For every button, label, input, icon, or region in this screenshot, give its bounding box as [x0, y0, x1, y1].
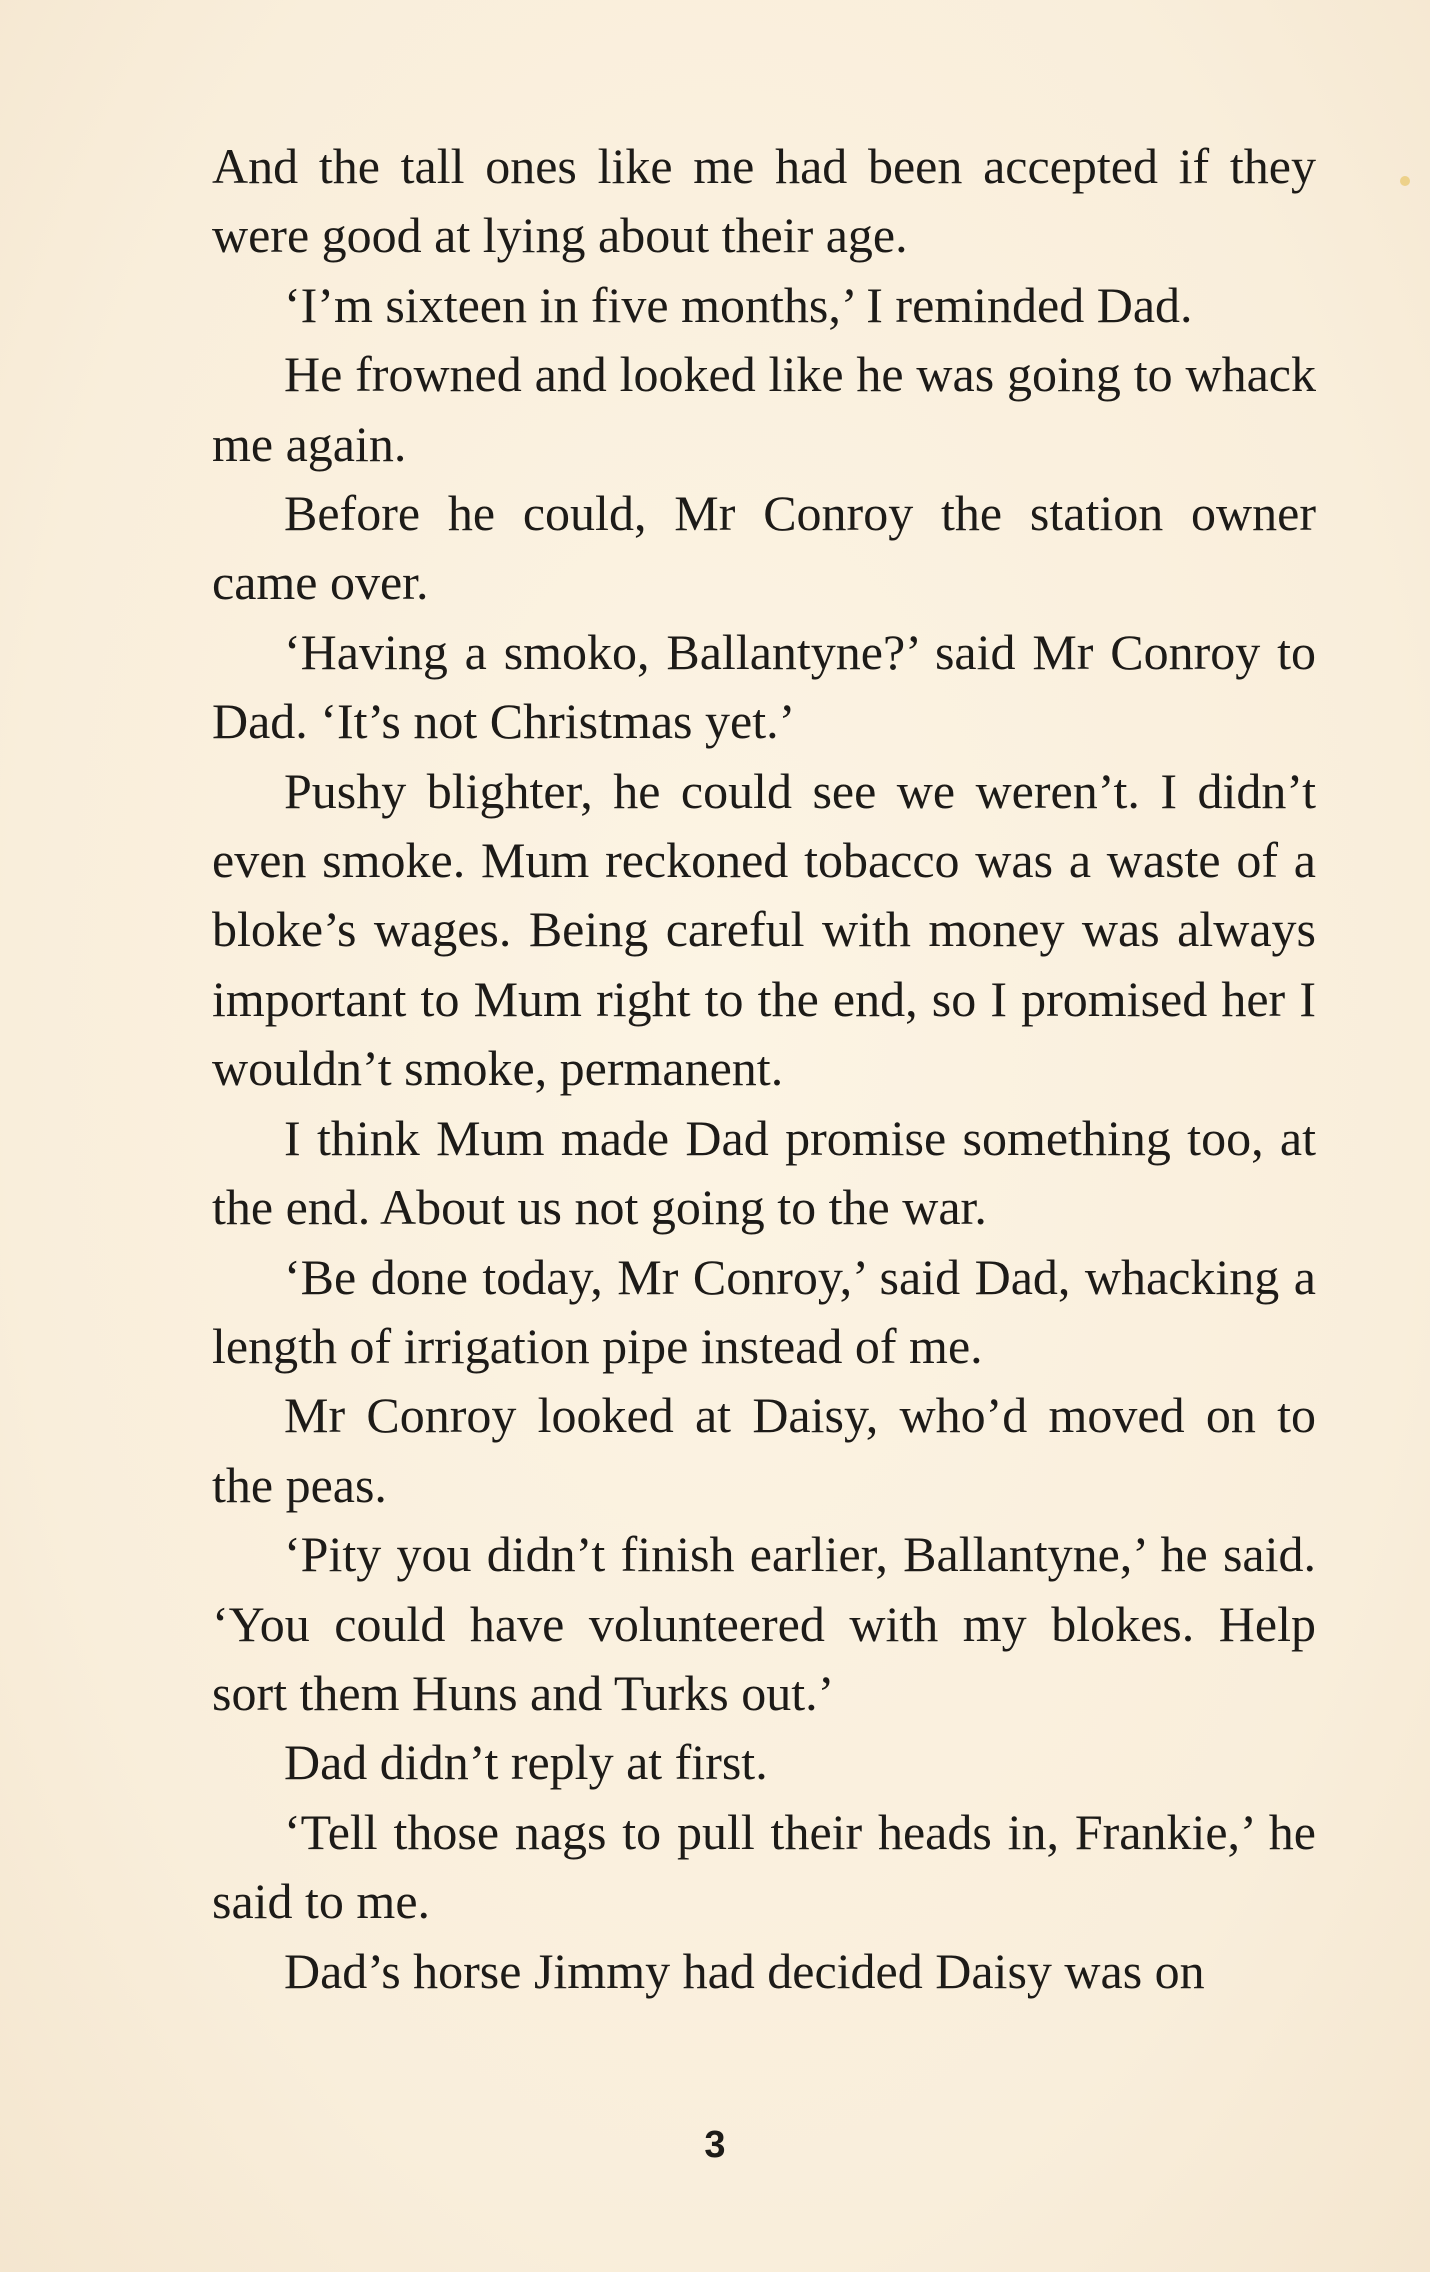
paragraph: Mr Conroy looked at Daisy, who’d moved on to the peas.	[212, 1387, 1316, 1513]
body-text	[212, 132, 1316, 2006]
paragraph: He frowned and looked like he was going to whack me again.	[212, 346, 1316, 472]
paragraph: ‘I’m sixteen in five months,’ I reminded Dad.	[284, 276, 1193, 333]
paragraph: Dad’s horse Jimmy had decided Daisy was on	[284, 1942, 1205, 1999]
paragraph: Before he could, Mr Conroy the station owner came over.	[212, 485, 1316, 611]
page-speck	[1400, 176, 1410, 186]
page-number: 3	[704, 2124, 726, 2166]
paragraph: Dad didn’t reply at first.	[284, 1734, 768, 1791]
paragraph: ‘Be done today, Mr Conroy,’ said Dad, whacking a length of irrigation pipe instead of me.	[212, 1248, 1316, 1374]
paragraph: And the tall ones like me had been accepted if they were good at lying about their age.	[212, 138, 1316, 264]
paragraph: I think Mum made Dad promise something too, at the end. About us not going to the war.	[212, 1109, 1316, 1236]
paragraph: ‘Having a smoko, Ballantyne?’ said Mr Conroy to Dad. ‘It’s not Christmas yet.’	[212, 623, 1316, 750]
paragraph: Pushy blighter, he could see we weren’t. I didn’t even smoke. Mum reckoned tobacco was a waste of a bloke’s wages. Being careful with money was always important to Mum right to the end, so I promised her I wouldn’t smoke, permanent.	[212, 762, 1316, 1097]
paragraph: ‘Tell those nags to pull their heads in, Frankie,’ he said to me.	[212, 1803, 1316, 1930]
paragraph: ‘Pity you didn’t finish earlier, Ballantyne,’ he said. ‘You could have volunteered with my blokes. Help sort them Huns and Turks out.’	[212, 1526, 1316, 1721]
